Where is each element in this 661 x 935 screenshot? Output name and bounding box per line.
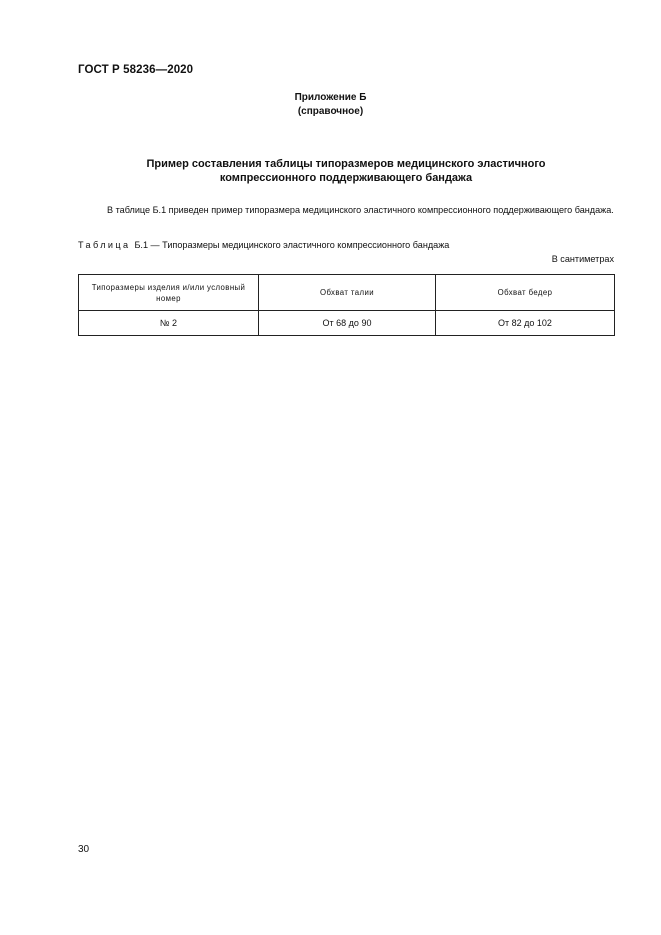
section-title-line-2: компрессионного поддерживающего бандажа	[219, 172, 473, 184]
section-title-line-1: Пример составления таблицы типоразмеров медицинского эластичного	[146, 158, 546, 170]
column-header-size: Типоразмеры изделия и/или условный номер	[79, 275, 259, 311]
table-caption	[78, 240, 449, 250]
table-caption-text: Б.1 — Типоразмеры медицинского эластичного компрессионного бандажа	[134, 240, 450, 250]
column-header-hips: Обхват бедер	[436, 275, 615, 311]
appendix-type: (справочное)	[297, 106, 364, 117]
table-cell-hips: От 82 до 102	[436, 311, 615, 336]
intro-paragraph: В таблице Б.1 приведен пример типоразмера медицинского эластичного компрессионного поддерживающего бандажа.	[107, 205, 614, 215]
table-units: В сантиметрах	[551, 254, 614, 264]
page-number: 30	[78, 844, 90, 855]
table-row	[79, 311, 615, 336]
page-header-standard-code: ГОСТ Р 58236—2020	[78, 64, 194, 76]
appendix-title: Приложение Б	[294, 92, 367, 103]
section-title	[78, 157, 614, 185]
table-caption-label: Таблица	[78, 240, 131, 250]
sizes-table	[78, 274, 615, 336]
column-header-waist: Обхват талии	[259, 275, 436, 311]
table-header-row	[79, 275, 615, 311]
table-cell-waist: От 68 до 90	[259, 311, 436, 336]
table-cell-size: № 2	[79, 311, 259, 336]
